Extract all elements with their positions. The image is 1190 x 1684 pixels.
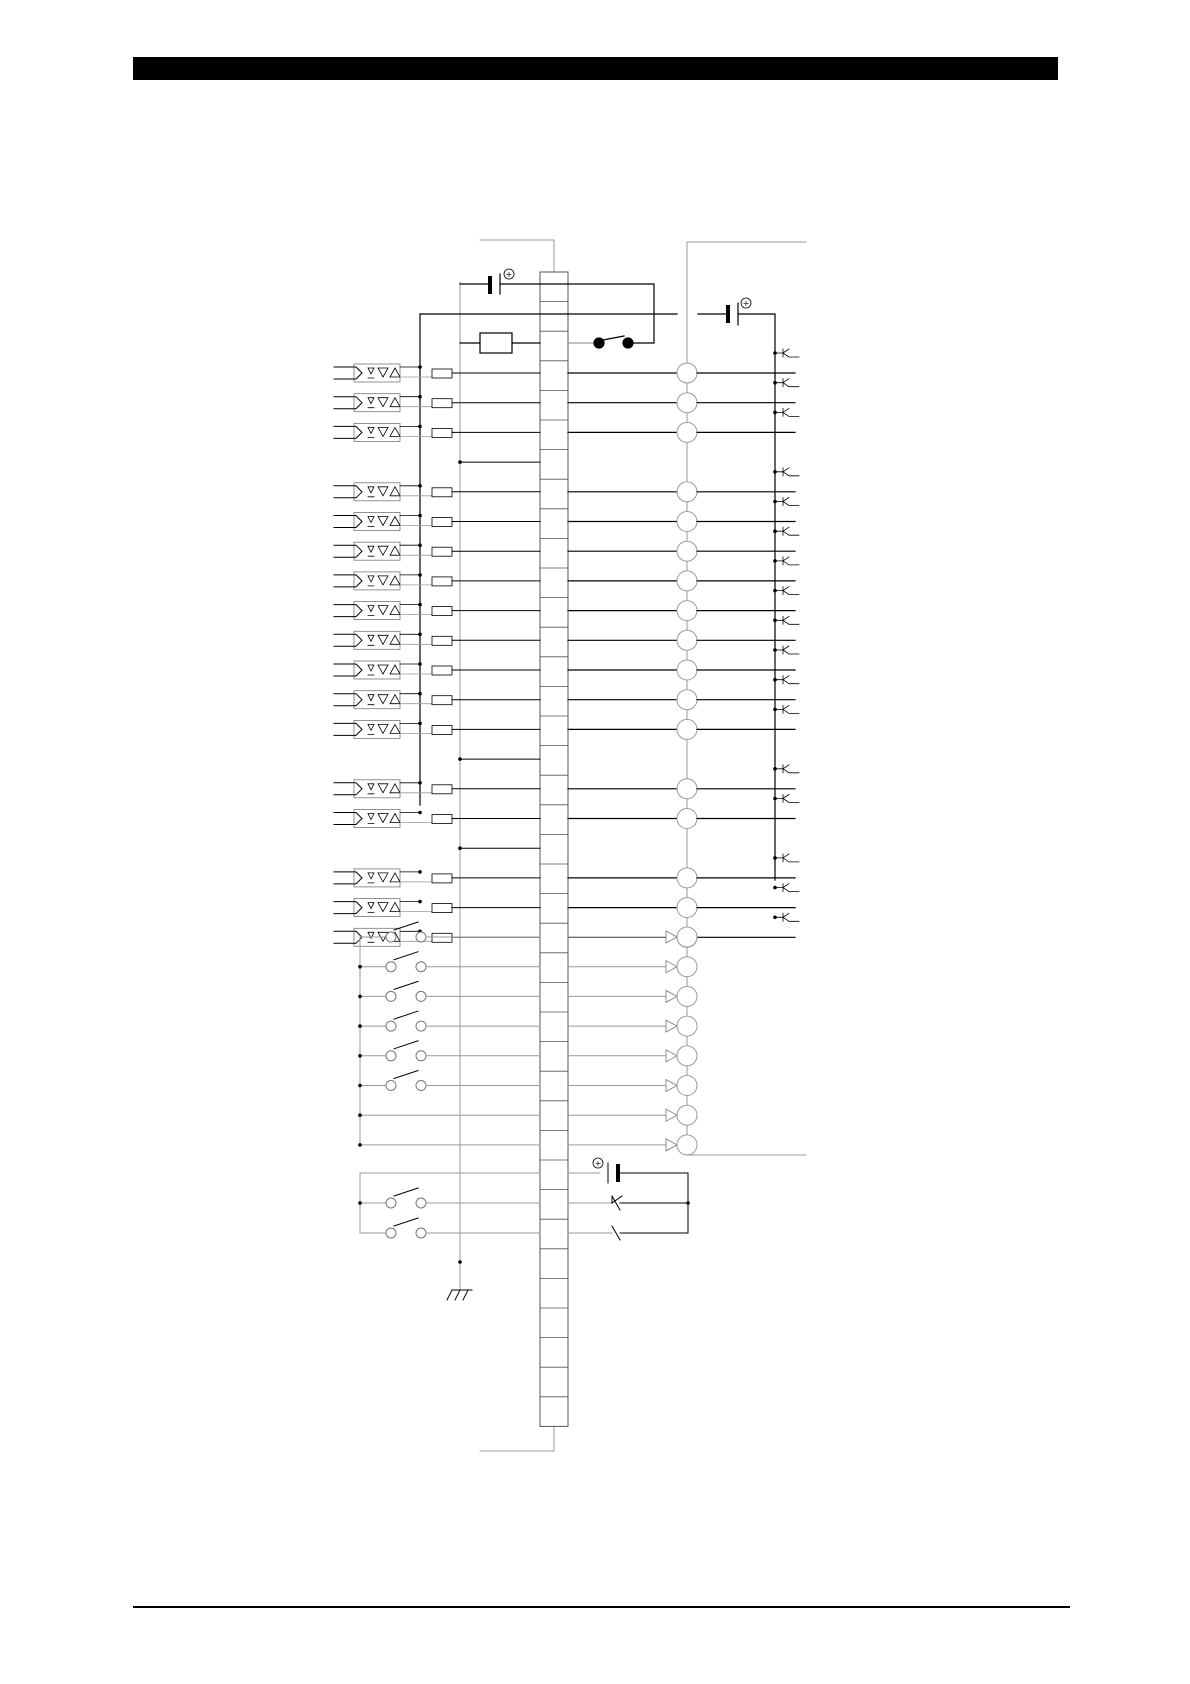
switch-lever (394, 981, 418, 989)
junction-dot (773, 619, 777, 623)
connector-pin (677, 690, 697, 710)
input-switches (358, 922, 697, 1155)
junction-dot (773, 916, 777, 920)
switch-contact (386, 1051, 396, 1061)
resistor (432, 815, 452, 824)
resistor (432, 369, 452, 378)
photocoupler-module (354, 661, 400, 679)
connector-pin (677, 868, 697, 888)
junction-dot (418, 900, 422, 904)
resistor (432, 904, 452, 913)
transistor-icon (775, 349, 799, 357)
junction-dot (418, 633, 422, 637)
junction-dot (358, 1024, 362, 1028)
transistor-icon (775, 705, 799, 713)
junction-dot (773, 767, 777, 771)
transistor-icon (775, 408, 799, 416)
battery-plus-2 (741, 298, 751, 308)
junction-dot (418, 514, 422, 518)
photocoupler-module (354, 810, 400, 828)
input-plain-row (358, 1105, 697, 1125)
junction-row (458, 846, 540, 850)
junction-dot (773, 470, 777, 474)
junction-dot (358, 1054, 362, 1058)
resistor (432, 725, 452, 734)
junction-dot (418, 395, 422, 399)
resistor (432, 874, 452, 883)
input-arrow-icon (666, 961, 677, 973)
switch-lever (394, 952, 418, 960)
junction-dot (773, 411, 777, 415)
photocoupler-module (354, 423, 400, 441)
junction-row (458, 460, 540, 464)
input-arrow-icon (666, 990, 677, 1002)
junction-dot (773, 678, 777, 682)
junction-dot (418, 573, 422, 577)
transistor-icon (775, 587, 799, 595)
battery-plus-3 (593, 1158, 603, 1168)
connector-pin (677, 571, 697, 591)
switch-contact (386, 1081, 396, 1091)
resistor (432, 933, 452, 942)
photocoupler-module (354, 631, 400, 649)
junction-dot (418, 365, 422, 369)
resistor (432, 785, 452, 794)
switch-lever (394, 1011, 418, 1019)
switch-contact (416, 1051, 426, 1061)
junction-dot (773, 500, 777, 504)
transistor-icon (775, 765, 799, 773)
junction-dot (358, 1113, 362, 1117)
connector-pin (677, 630, 697, 650)
resistor (432, 518, 452, 527)
junction-dot (458, 757, 462, 761)
junction-dot (773, 589, 777, 593)
transistor-icon (775, 498, 799, 506)
switch-contact (386, 991, 396, 1001)
input-switch-row (358, 1011, 697, 1036)
connector-pin (677, 1016, 697, 1036)
resistor (432, 696, 452, 705)
input-switch-row (358, 981, 697, 1006)
battery-plus-1 (504, 269, 514, 279)
connector-pin (677, 927, 697, 947)
junction-dot (773, 886, 777, 890)
junction-dot (358, 995, 362, 999)
junction-dot (418, 543, 422, 547)
input-switch-row (358, 952, 697, 977)
junction-dot (358, 965, 362, 969)
photocoupler-module (354, 513, 400, 531)
terminal-block (540, 272, 568, 1426)
photocoupler-module (354, 572, 400, 590)
connector-pin (677, 541, 697, 561)
connector-pin (677, 422, 697, 442)
input-arrow-icon (666, 931, 677, 943)
junction-dot (773, 708, 777, 712)
connector-pin (677, 660, 697, 680)
transistor-icon (775, 468, 799, 476)
connector-pin (677, 1046, 697, 1066)
nc-switch-2 (386, 1218, 540, 1238)
connector-pin (677, 393, 697, 413)
photocoupler-module (354, 542, 400, 560)
connector-pin (677, 719, 697, 739)
junction-dot (773, 648, 777, 652)
switch-contact (416, 932, 426, 942)
connector-pin (677, 1076, 697, 1096)
resistor (432, 547, 452, 556)
photocoupler-module (354, 364, 400, 382)
photocoupler-module (354, 780, 400, 798)
polarity-label: + (742, 299, 750, 308)
transistor-icon (775, 557, 799, 565)
input-switch-row (360, 922, 697, 947)
junction-dot (773, 529, 777, 533)
junction-dot (418, 692, 422, 696)
switch-contact (416, 1021, 426, 1031)
resistor (432, 399, 452, 408)
input-switch-row (358, 1071, 697, 1096)
photocoupler-module (354, 483, 400, 501)
input-arrow-icon (666, 1080, 677, 1092)
switch-contact (386, 1021, 396, 1031)
input-arrow-icon (666, 1020, 677, 1032)
junction-dot (418, 662, 422, 666)
connector-pin (677, 779, 697, 799)
connector-pin (677, 482, 697, 502)
junction-dot (773, 351, 777, 355)
connector-pin (677, 986, 697, 1006)
resistor (432, 607, 452, 616)
junction-dot (458, 846, 462, 850)
junction-dot (358, 1084, 362, 1088)
photocoupler-module (354, 869, 400, 887)
switch-contact (416, 1081, 426, 1091)
switch-contact (416, 991, 426, 1001)
transistor-icon (775, 646, 799, 654)
connector-pin (677, 1105, 697, 1125)
switch-contact (386, 932, 396, 942)
switch-lever (394, 1041, 418, 1049)
connector-pin (677, 363, 697, 383)
photocoupler-module (354, 720, 400, 738)
junction-dot (773, 856, 777, 860)
terminal-block-outline (540, 272, 568, 1426)
junction-dot (418, 425, 422, 429)
transistor-icon (775, 854, 799, 862)
resistor (432, 428, 452, 437)
junction-row (458, 757, 540, 761)
resistor (432, 577, 452, 586)
photocoupler-module (354, 394, 400, 412)
connector-pin (677, 1135, 697, 1155)
junction-dot (773, 381, 777, 385)
transistor-icon (775, 676, 799, 684)
junction-dot (358, 1143, 362, 1147)
connector-pin (677, 809, 697, 829)
footer-rule (133, 1606, 1070, 1608)
photocoupler-module (354, 691, 400, 709)
resistor (432, 636, 452, 645)
switch-lever (394, 922, 418, 930)
connector-pin (677, 601, 697, 621)
transistor-icon (775, 527, 799, 535)
junction-dot (418, 722, 422, 726)
junction-dot (418, 811, 422, 815)
junction-dot (458, 460, 462, 464)
nc-contact-section (358, 1163, 690, 1240)
input-plain-row (358, 1135, 697, 1155)
resistor (432, 488, 452, 497)
junction-dot (418, 603, 422, 607)
junction-dot (418, 870, 422, 874)
junction-dot (773, 559, 777, 563)
connector-pin (677, 957, 697, 977)
transistor-icon (775, 795, 799, 803)
transistor-icon (775, 379, 799, 387)
ground-icon (447, 1260, 472, 1300)
switch-contact (386, 962, 396, 972)
resistor (432, 666, 452, 675)
input-switch-row (358, 1041, 697, 1066)
connector-pin (677, 898, 697, 918)
junction-dot (418, 781, 422, 785)
switch-lever (394, 1071, 418, 1079)
transistor-icon (775, 616, 799, 624)
photocoupler-module (354, 602, 400, 620)
frame-lines (460, 240, 806, 1451)
input-arrow-icon (666, 1050, 677, 1062)
polarity-label: + (594, 1159, 602, 1168)
transistor-icon (775, 913, 799, 921)
photocoupler-module (354, 899, 400, 917)
input-arrow-icon (666, 1139, 677, 1151)
transistor-icon (775, 884, 799, 892)
switch-contact (416, 962, 426, 972)
input-arrow-icon (666, 1109, 677, 1121)
connector-pin (677, 512, 697, 532)
polarity-label: + (505, 270, 513, 279)
nc-switch-1 (386, 1188, 540, 1208)
junction-dot (418, 484, 422, 488)
junction-dot (773, 797, 777, 801)
